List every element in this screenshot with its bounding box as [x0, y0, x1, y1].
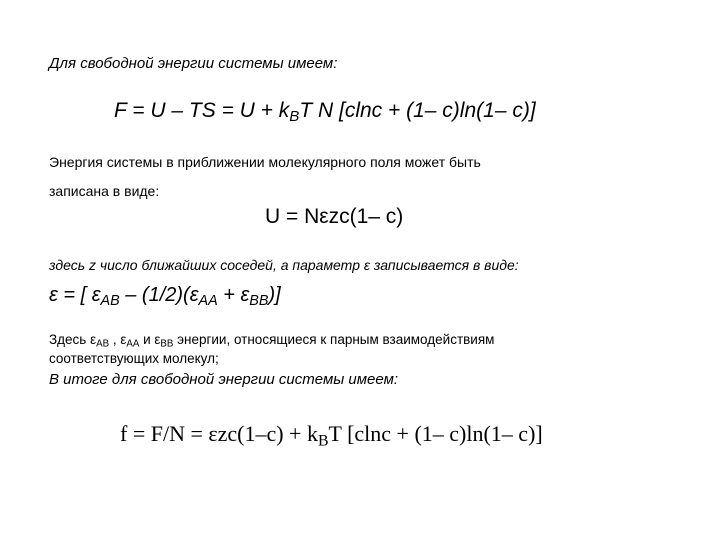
text-part: и ε [139, 332, 161, 347]
formula-epsilon [49, 285, 281, 308]
subscript: AA [126, 338, 140, 350]
formula-part: )] [268, 284, 281, 306]
text-part: Здесь ε [49, 332, 97, 347]
subscript: AB [96, 338, 110, 350]
energy-paragraph-line-1: Энергия системы в приближении молекулярного поля может быть [49, 154, 481, 170]
formula-part: + ε [217, 284, 250, 306]
energy-paragraph-line-2: записана в виде: [49, 183, 160, 199]
formula-part: F = U – TS = U + k [114, 99, 290, 122]
subscript: AB [100, 293, 120, 310]
formula-free-energy-per-particle [120, 423, 543, 449]
result-heading: В итоге для свободной энергии системы имеем: [49, 371, 399, 388]
subscript: BB [249, 293, 269, 310]
formula-free-energy-F [114, 100, 536, 124]
formula-part: T N [clnc + (1– c)ln(1– c)] [299, 99, 536, 122]
epsilon-paragraph-line-1 [49, 333, 494, 349]
formula-part: – (1/2)(ε [119, 284, 199, 306]
neighbors-note: здесь z число ближайших соседей, а параметр ε записывается в виде: [49, 257, 519, 273]
subscript: AA [198, 293, 218, 310]
text-part: энергии, относящиеся к парным взаимодействиям [173, 332, 495, 347]
formula-internal-energy-U: U = Nεzc(1– c) [265, 205, 404, 228]
subscript: B [289, 108, 300, 126]
free-energy-heading: Для свободной энергии системы имеем: [49, 55, 338, 72]
epsilon-paragraph-line-2: соответствующих молекул; [49, 351, 219, 366]
formula-part: T [clnc + (1– c)ln(1– c)] [328, 421, 543, 446]
formula-part: f = F/N = εzc(1–c) + k [120, 421, 318, 446]
subscript: B [317, 432, 329, 450]
subscript: BB [160, 338, 174, 350]
formula-part: ε = [ ε [49, 284, 101, 306]
text-part: , ε [109, 332, 127, 347]
